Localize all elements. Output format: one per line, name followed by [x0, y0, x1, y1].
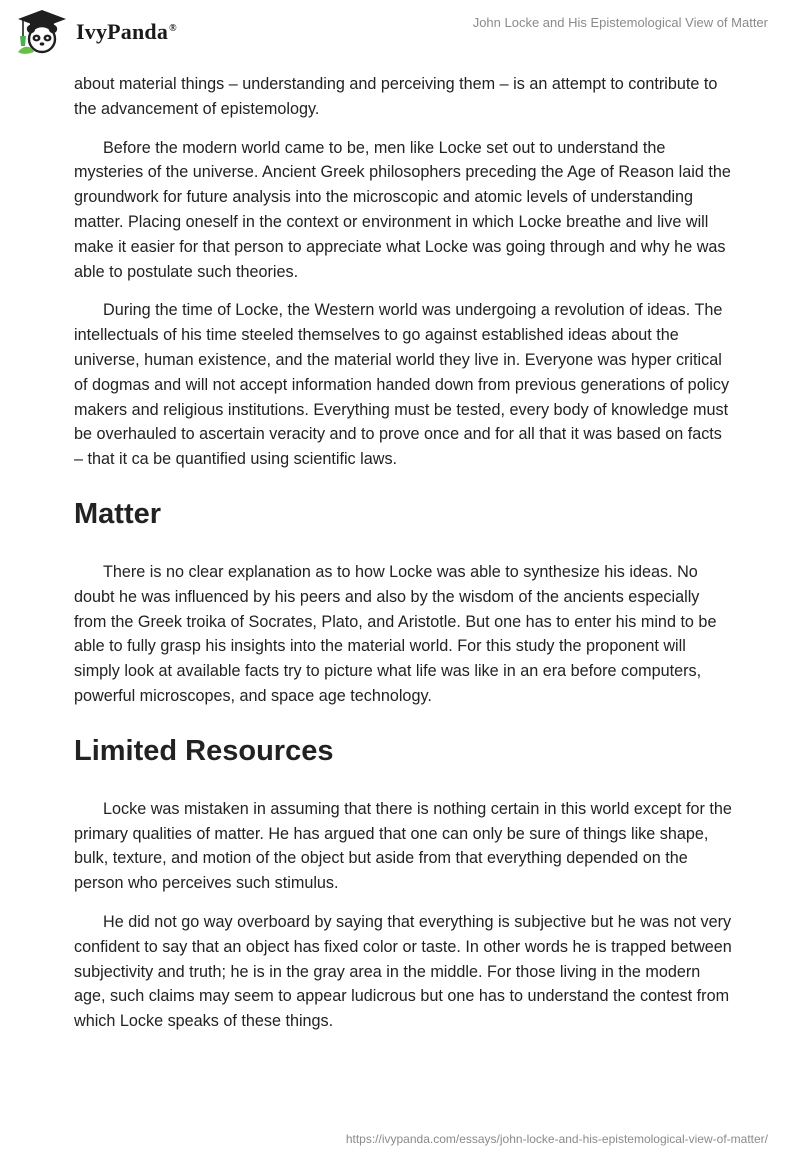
brand-name: IvyPanda®: [76, 19, 177, 44]
paragraph: He did not go way overboard by saying that everything is subjective but he was not very confident to say that an object has fixed color or taste. In other words he is trapped between subjectivity and truth; he is in the gray area in the middle. For those living in the modern age, such claims may seem to appear ludicrous but one has to understand the contest from which Locke speaks of these things.: [74, 912, 732, 1031]
panda-graduate-icon: [14, 8, 70, 56]
paragraph: There is no clear explanation as to how Locke was able to synthesize his ideas. No doubt he was influenced by his peers and also by the wisdom of the ancients especially from the Greek troika of Socrates, Plato, and Aristotle. But one has to enter his mind to be able to fully grasp his insights into the material world. For this study the proponent will simply look at available facts try to picture what life was like in an era before computers, powerful microscopes, and space age technology.: [74, 562, 717, 705]
ivypanda-logo[interactable]: [14, 8, 177, 56]
page-header: [0, 0, 800, 70]
essay-body: [74, 72, 734, 1048]
paragraph: During the time of Locke, the Western world was undergoing a revolution of ideas. The intellectuals of his time steeled themselves to go against established ideas about the universe, human existence, and the material world they live in. Everyone was hyper critical of dogmas and will not accept information handed down from previous generations of policy makers and religious institutions. Everything must be tested, every body of knowledge must be overhauled to ascertain veracity and to prove once and for all that it was based on facts – that it ca be quantified using scientific laws.: [74, 301, 730, 469]
source-url[interactable]: https://ivypanda.com/essays/john-locke-and-his-epistemological-view-of-matter/: [345, 1132, 768, 1146]
paragraph: Before the modern world came to be, men like Locke set out to understand the mysteries of the universe. Ancient Greek philosophers preceding the Age of Reason laid the groundwork for future analysis into the microscopic and atomic levels of understanding matter. Placing oneself in the context or environment in which Locke breathe and live will make it easier for that person to appreciate what Locke was going through and why he was able to postulate such theories.: [74, 138, 731, 281]
section-heading-limited-resources: Limited Resources: [74, 734, 334, 767]
paragraph: Locke was mistaken in assuming that there is nothing certain in this world except for the primary qualities of matter. He has argued that one can only be sure of things like shape, bulk, texture, and motion of the object but aside from that everything depended on the person who perceives such stimulus.: [74, 799, 732, 893]
section-heading-matter: Matter: [74, 497, 162, 530]
paragraph-continued: about material things – understanding and perceiving them – is an attempt to contribute to the advancement of epistemology.: [74, 75, 718, 118]
document-title: John Locke and His Epistemological View of Matter: [472, 15, 768, 30]
